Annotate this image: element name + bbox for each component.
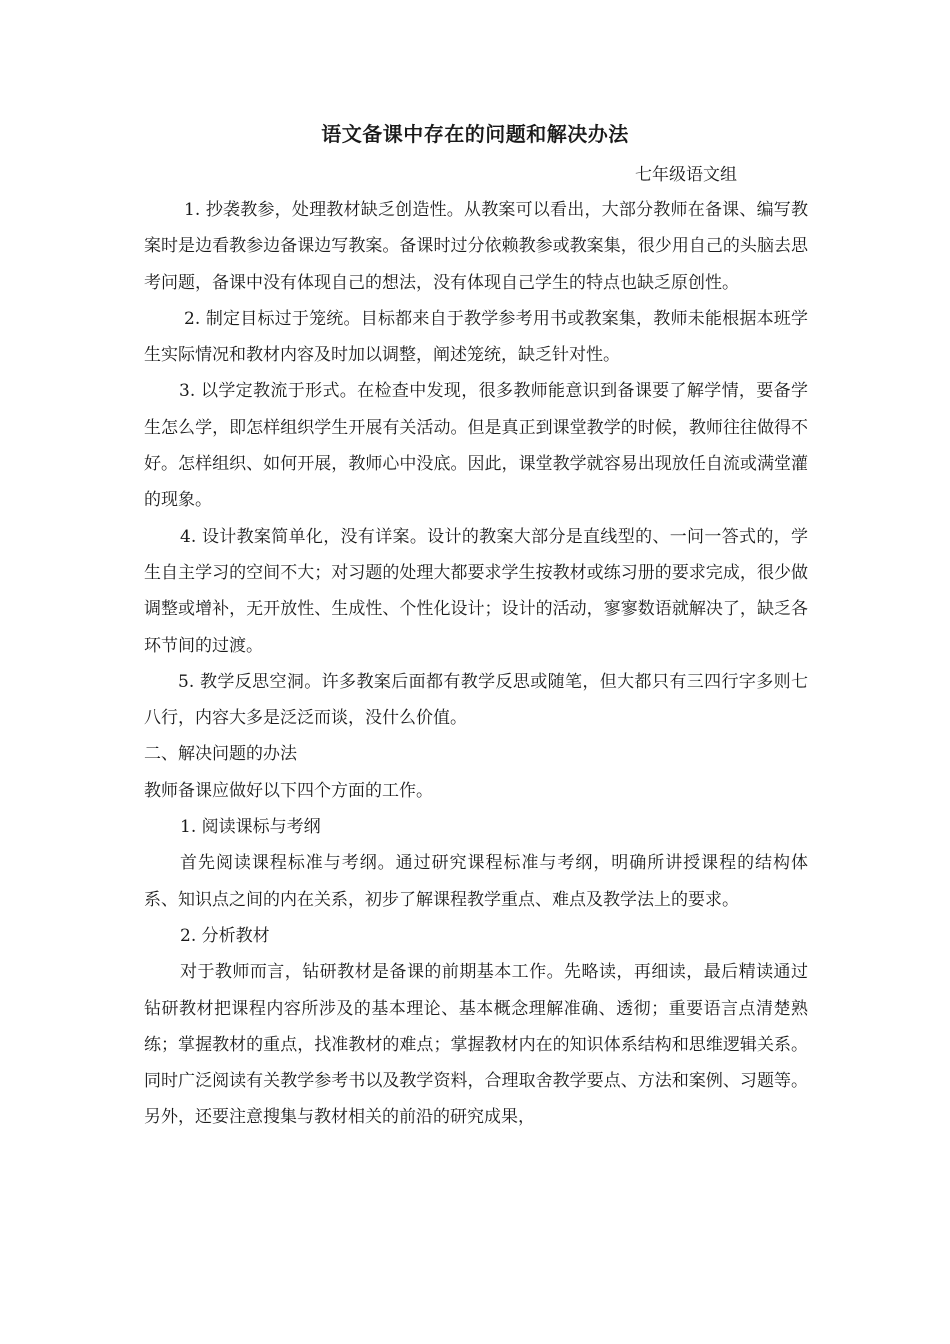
paragraph-problem-5: 5. 教学反思空洞。许多教案后面都有教学反思或随笔，但大都只有三四行字多则七八行，内容大多是泛泛而谈，没什么价值。 [144,671,808,729]
paragraph-read-standards: 首先阅读课程标准与考纲。通过研究课程标准与考纲，明确所讲授课程的结构体系、知识点之间的内在关系，初步了解课程教学重点、难点及教学法上的要求。 [144,853,808,910]
document-title: 语文备课中存在的问题和解决办法 [321,122,629,146]
document-body [144,192,808,1136]
subheading-read-standards: 1. 阅读课标与考纲 [180,817,321,838]
paragraph-problem-2: 2. 制定目标过于笼统。目标都来自于教学参考用书或教案集，教师未能根据本班学生实际情况和教材内容及时加以调整，阐述笼统，缺乏针对性。 [144,308,808,366]
section-heading-solutions: 二、解决问题的办法 [144,744,297,765]
document-author: 七年级语文组 [635,165,737,185]
paragraph-solutions-intro: 教师备课应做好以下四个方面的工作。 [144,780,433,801]
paragraph-analyze-textbook: 对于教师而言，钻研教材是备课的前期基本工作。先略读，再细读，最后精读通过钻研教材把课程内容所涉及的基本理论、基本概念理解准确、透彻；重要语言点清楚熟练；掌握教材的重点，找准教材的难点；掌握教材内在的知识体系结构和思维逻辑关系。同时广泛阅读有关教学参考书以及教学资料，合理取舍教学要点、方法和案例、习题等。另外，还要注意搜集与教材相关的前沿的研究成果， [144,962,808,1128]
paragraph-problem-3: 3. 以学定教流于形式。在检查中发现，很多教师能意识到备课要了解学情，要备学生怎么学，即怎样组织学生开展有关活动。但是真正到课堂教学的时候，教师往往做得不好。怎样组织、如何开展，教师心中没底。因此，课堂教学就容易出现放任自流或满堂灌的现象。 [144,381,808,511]
subheading-analyze-textbook: 2. 分析教材 [180,925,270,946]
paragraph-problem-1: 1. 抄袭教参，处理教材缺乏创造性。从教案可以看出，大部分教师在备课、编写教案时是边看教参边备课边写教案。备课时过分依赖教参或教案集，很少用自己的头脑去思考问题，备课中没有体现自己的想法，没有体现自己学生的特点也缺乏原创性。 [144,200,808,293]
paragraph-problem-4: 4. 设计教案简单化，没有详案。设计的教案大部分是直线型的、一问一答式的，学生自主学习的空间不大；对习题的处理大都要求学生按教材或练习册的要求完成，很少做调整或增补，无开放性、生成性、个性化设计；设计的活动，寥寥数语就解决了，缺乏各环节间的过渡。 [144,526,808,656]
